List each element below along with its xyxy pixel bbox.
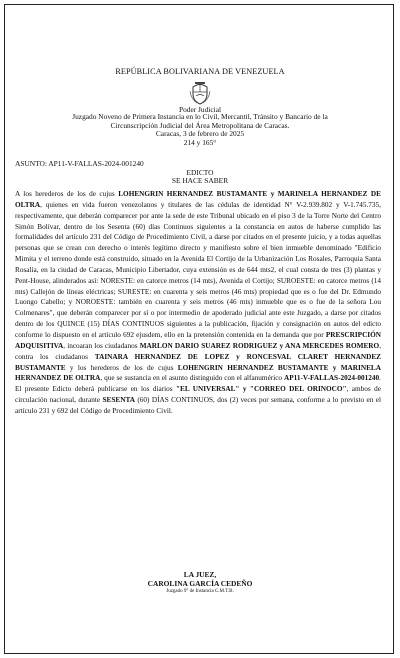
body-bold-text: SESENTA (102, 396, 135, 405)
case-number: ASUNTO: AP11-V-FALLAS-2024-001240 (15, 159, 144, 168)
body-text: y los herederos de los de cujus (65, 363, 178, 372)
body-text: (60) DÍAS CONTINUOS, dos (2) veces por semana, conforme a lo previsto en el artículo 231 y 692 del Código de Procedimiento Civil. (15, 396, 381, 415)
body-bold-text: LOHENGRIN HERNANDEZ BUSTAMANTE y MARINELA HERNANDEZ DE OLTRA (15, 190, 381, 209)
court-line-2: Circunscripción Judicial del Área Metropolitana de Caracas. (110, 120, 290, 130)
signature-name: CAROLINA GARCÍA CEDEÑO (147, 578, 253, 588)
body-text: . El presente Edicto deberá publicarse en los diarios (15, 374, 381, 394)
coat-of-arms-icon (189, 81, 211, 105)
court-block (25, 113, 375, 147)
body-bold-text: PRESCRIPCIÓN ADQUISITIVA (15, 330, 381, 350)
body-bold-text: "EL UNIVERSAL" y "CORREO DEL ORINOCO" (176, 385, 347, 394)
document-header (5, 67, 395, 76)
signature-block (5, 571, 395, 595)
court-line-1: Juzgado Noveno de Primera Instancia en lo Civil, Mercantil, Tránsito y Bancario de la (72, 112, 328, 121)
document-page (4, 4, 394, 654)
body-text: A los herederos de los de cujus (15, 190, 119, 198)
edict-body (15, 189, 381, 417)
poder-judicial-label: Poder Judicial (178, 105, 222, 114)
signature-title: LA JUEZ, (183, 570, 217, 579)
body-text: , que se sustancia en el asunto distinguido con el alfanumérico (100, 374, 284, 383)
signature-role: Juzgado 9° de Instancia C.M.T.B. (166, 589, 234, 595)
body-text: , quienes en vida fueron venezolanos y titulares de las cédulas de identidad N° V-2.939.802 y V-1.745.735, respectivamente, que deberán comparecer por ante la sede de este Tribunal ubicado en el piso 3 de la Torre Norte del Centro Simón Bolívar, dentro de los Sesenta (60) días Continuos siguientes a la constancia en autos de haberse cumplido las formalidades del artículo 231 del Código de Procedimiento Civil, a darse por citados en el presente juicio, y a todas aquellas personas que se crean con derecho o interés legítimo directo y manifiesto sobre el bien inmueble denominado "Edificio Mimita y el terreno donde está construido, situado en la Avenida El Cortijo de la Urbanización Los Rosales, Parroquia Santa Rosalía, en la ciudad de Caracas, Municipio Libertador, cuya extensión es de 644 mts2, el cual consta de tres (3) plantas y Pent-House, alinderados así: NORESTE: en catorce metros (14 mts), Avenida el Cortijo; SUROESTE: en catorce metros (14 mts) Callejón de líneas eléctricas; SURESTE: en cuarenta y seis metros (46 mts) propiedad que es o fue del Dr. Edmundo Luongo Cabello; y NOROESTE: también en cuarenta y seis metros (46 mts) inmueble que es o fue de la señora Lou Colmenares", que deberán comparecer por sí o por intermedio de apoderado judicial ante este Juzgado, a darse por citados dentro de los QUINCE (15) DÍAS CONTINUOS siguientes a la publicación, fijación y consignación en autos del edicto conforme lo dispuesto en el artículo 692 ejusdem, ello en la pretensión contenida en la demanda que por (15, 200, 381, 339)
body-text: , ambos de circulación nacional, durante (15, 385, 381, 405)
edict-heading (5, 169, 395, 186)
body-bold-text: TAINARA HERNANDEZ DE LOPEZ y RONCESVAL CLARET HERNANDEZ BUSTAMANTE (15, 352, 381, 372)
edict-title: EDICTO (186, 168, 214, 177)
document-years: 214 y 165° (183, 137, 217, 147)
edict-subtitle: SE HACE SABER (171, 176, 229, 186)
republic-heading: REPÚBLICA BOLIVARIANA DE VENEZUELA (115, 67, 285, 76)
document-date: Caracas, 3 de febrero de 2025 (155, 129, 245, 139)
body-bold-text: AP11-V-FALLAS-2024-001240 (283, 374, 380, 383)
body-text: , incoaran los ciudadanos (63, 341, 140, 350)
body-bold-text: MARLON DARIO SUAREZ RODRIGUEZ y ANA MERCEDES ROMERO (139, 341, 380, 350)
body-text: , contra los ciudadanos (15, 341, 381, 361)
body-bold-text: LOHENGRIN HERNANDEZ BUSTAMANTE y MARINELA HERNANDEZ DE OLTRA (15, 363, 381, 383)
